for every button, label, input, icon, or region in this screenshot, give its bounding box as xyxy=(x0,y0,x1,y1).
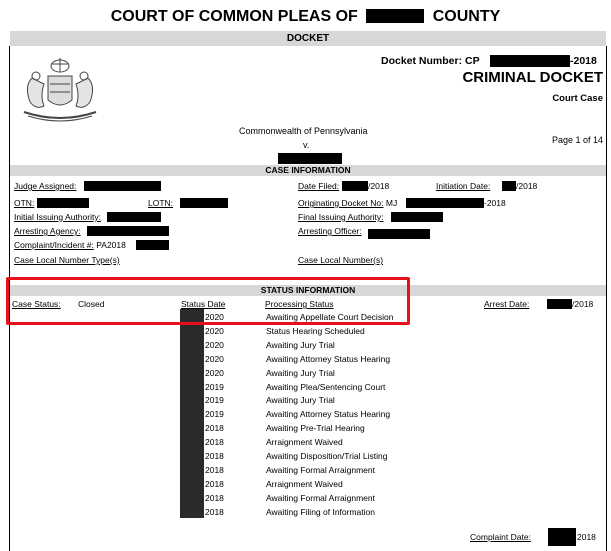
status-row-year: 2018 xyxy=(205,437,224,448)
complaint-date-redaction xyxy=(548,528,576,546)
case-information-header: CASE INFORMATION xyxy=(10,165,606,176)
complaint-date-year: 2018 xyxy=(577,532,596,542)
complaint-incident-label: Complaint/Incident #: xyxy=(14,240,94,250)
originating-docket-redaction xyxy=(406,198,484,208)
status-information-header: STATUS INFORMATION xyxy=(10,285,606,296)
docket-type: CRIMINAL DOCKET xyxy=(462,69,603,86)
otn-redaction xyxy=(37,198,89,208)
date-filed-redaction xyxy=(342,181,368,191)
status-row-year: 2018 xyxy=(205,478,224,489)
status-row-year: 2018 xyxy=(205,506,224,517)
judge-assigned-label: Judge Assigned: xyxy=(14,181,77,191)
versus-label: v. xyxy=(303,140,310,150)
case-local-number-type-label: Case Local Number Type(s) xyxy=(14,255,120,265)
otn-label: OTN: xyxy=(14,198,35,208)
status-row-processing-status: Arraignment Waived xyxy=(266,437,343,448)
status-row-processing-status: Awaiting Plea/Sentencing Court xyxy=(266,381,386,392)
originating-docket-suffix: -2018 xyxy=(484,198,506,208)
docket-band: DOCKET xyxy=(10,31,606,46)
status-row-year: 2019 xyxy=(205,381,224,392)
initiation-date-label: Initiation Date: xyxy=(436,181,491,191)
status-row-processing-status: Awaiting Jury Trial xyxy=(266,367,335,378)
status-row-year: 2018 xyxy=(205,492,224,503)
status-date-redaction xyxy=(180,309,204,518)
county-redaction xyxy=(366,9,424,23)
initial-authority-redaction xyxy=(107,212,161,222)
lotn-redaction xyxy=(180,198,228,208)
docket-number-suffix: -2018 xyxy=(570,55,597,67)
arresting-agency-redaction xyxy=(87,226,169,236)
status-row-processing-status: Awaiting Attorney Status Hearing xyxy=(266,353,391,364)
status-row-year: 2019 xyxy=(205,395,224,406)
case-status-label: Case Status: xyxy=(12,299,61,309)
case-status-value: Closed xyxy=(78,299,105,309)
page-title xyxy=(0,8,611,26)
arresting-agency-label: Arresting Agency: xyxy=(14,226,81,236)
status-row-year: 2018 xyxy=(205,451,224,461)
originating-docket-prefix: MJ xyxy=(385,198,398,208)
status-row-processing-status: Awaiting Pre-Trial Hearing xyxy=(266,423,365,434)
initiation-date-redaction xyxy=(502,181,516,191)
status-row-processing-status: Arraignment Waived xyxy=(266,478,343,489)
complaint-incident-redaction xyxy=(136,240,169,250)
status-row-processing-status: Awaiting Jury Trial xyxy=(266,339,335,350)
pennsylvania-coat-of-arms-icon xyxy=(14,52,106,124)
final-issuing-authority-label: Final Issuing Authority: xyxy=(298,212,384,222)
judge-redaction xyxy=(84,181,161,191)
status-row-year: 2018 xyxy=(205,464,224,475)
status-row-year: 2020 xyxy=(205,367,224,378)
court-title-left: COURT OF COMMON PLEAS OF xyxy=(110,8,358,25)
complaint-incident xyxy=(14,240,126,251)
docket-number-label: Docket Number: CP xyxy=(381,55,480,67)
status-row-year: 2020 xyxy=(205,339,224,350)
complaint-incident-value: PA2018 xyxy=(96,240,126,250)
status-row-processing-status: Awaiting Disposition/Trial Listing xyxy=(266,451,388,461)
date-filed-year: /2018 xyxy=(368,181,390,191)
docket-number xyxy=(381,55,480,67)
status-row-processing-status: Awaiting Jury Trial xyxy=(266,395,335,406)
status-row-processing-status: Awaiting Appellate Court Decision xyxy=(266,312,394,322)
processing-status-header: Processing Status xyxy=(265,299,334,309)
status-row-processing-status: Awaiting Formal Arraignment xyxy=(266,464,375,475)
party-name: Commonwealth of Pennsylvania xyxy=(239,126,368,136)
initiation-date-year: /2018 xyxy=(516,181,538,191)
arrest-date-year: /2018 xyxy=(572,299,594,309)
date-filed-label: Date Filed: xyxy=(298,181,340,191)
lotn-label: LOTN: xyxy=(148,198,174,208)
docket-subtype: Court Case xyxy=(552,93,603,104)
status-row-year: 2020 xyxy=(205,325,224,336)
status-date-header: Status Date xyxy=(181,299,226,309)
case-local-numbers-label: Case Local Number(s) xyxy=(298,255,384,265)
docket-number-redaction xyxy=(490,55,570,67)
initial-issuing-authority-label: Initial Issuing Authority: xyxy=(14,212,101,222)
frame-right-border xyxy=(606,46,607,551)
status-row-processing-status: Awaiting Filing of Information xyxy=(266,506,375,517)
status-highlight-box xyxy=(6,277,410,325)
status-row-processing-status: Status Hearing Scheduled xyxy=(266,325,365,336)
status-row-year: 2020 xyxy=(205,353,224,364)
arrest-date-label: Arrest Date: xyxy=(484,299,530,309)
status-row-year: 2018 xyxy=(205,423,224,434)
defendant-redaction xyxy=(278,153,342,164)
status-row-year: 2019 xyxy=(205,409,224,420)
status-row-processing-status: Awaiting Formal Arraignment xyxy=(266,492,375,503)
page-number: Page 1 of 14 xyxy=(551,135,603,145)
originating-docket-label: Originating Docket No: xyxy=(298,198,384,208)
arresting-officer-label: Arresting Officer: xyxy=(298,226,362,236)
status-row-processing-status: Awaiting Attorney Status Hearing xyxy=(266,409,391,420)
court-title-right: COUNTY xyxy=(432,8,501,25)
arresting-officer-redaction xyxy=(368,229,430,239)
originating-docket xyxy=(298,198,397,209)
complaint-date-label: Complaint Date: xyxy=(470,532,531,542)
final-authority-redaction xyxy=(391,212,443,222)
status-row-year: 2020 xyxy=(205,312,224,322)
arrest-date-redaction xyxy=(547,299,572,309)
